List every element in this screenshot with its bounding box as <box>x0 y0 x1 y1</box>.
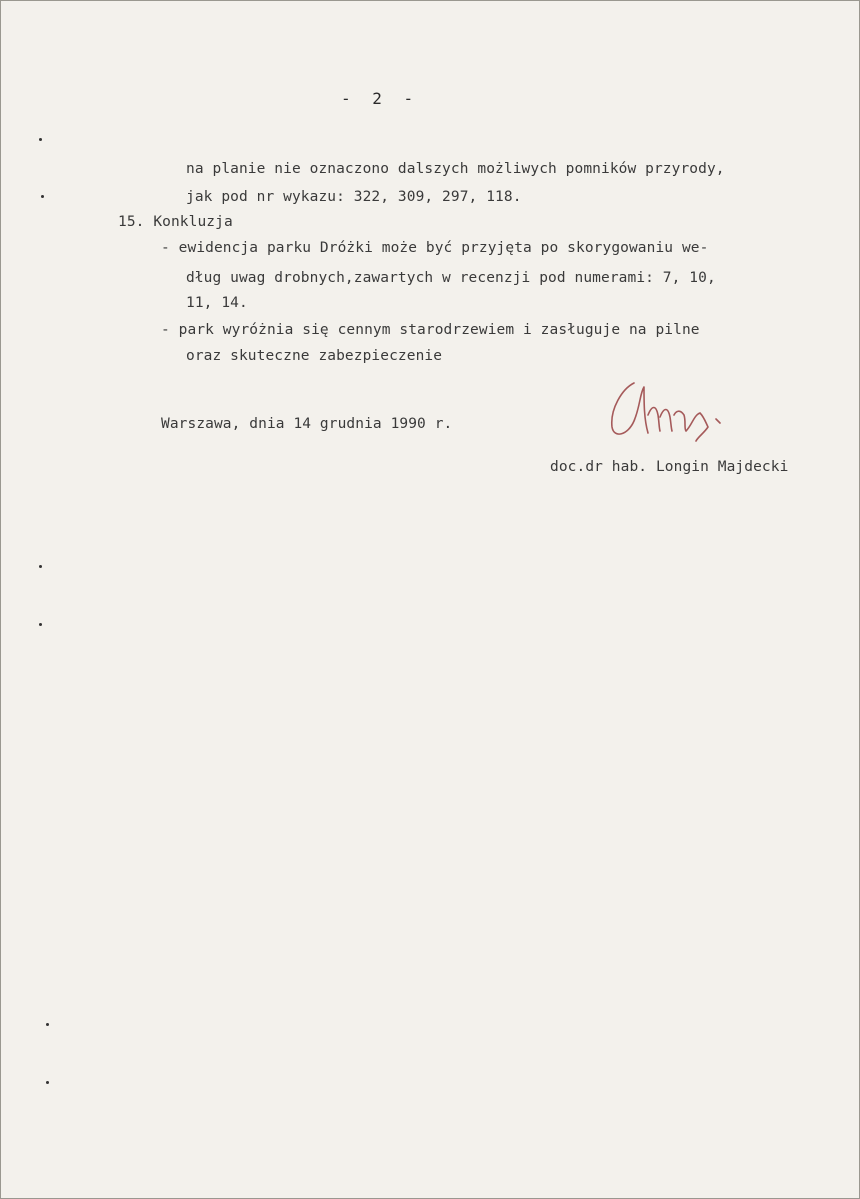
body-line-8: oraz skuteczne zabezpieczenie <box>186 348 443 364</box>
body-line-6: 11, 14. <box>186 295 248 311</box>
body-line-2: jak pod nr wykazu: 322, 309, 297, 118. <box>186 189 522 205</box>
margin-mark <box>46 1081 49 1084</box>
margin-mark <box>46 1023 49 1026</box>
margin-mark <box>39 565 42 568</box>
margin-mark <box>41 195 44 198</box>
body-line-7: - park wyróżnia się cennym starodrzewiem i zasługuje na pilne <box>161 322 700 338</box>
margin-mark <box>39 623 42 626</box>
signatory-name: doc.dr hab. Longin Majdecki <box>550 459 789 475</box>
section-heading: 15. Konkluzja <box>118 214 233 230</box>
margin-mark <box>39 138 42 141</box>
page-number: - 2 - <box>341 89 420 108</box>
place-date: Warszawa, dnia 14 grudnia 1990 r. <box>161 416 453 432</box>
handwritten-signature <box>604 375 774 445</box>
body-line-5: dług uwag drobnych,zawartych w recenzji pod numerami: 7, 10, <box>186 270 716 286</box>
body-line-4: - ewidencja parku Dróżki może być przyjęta po skorygowaniu we- <box>161 240 709 256</box>
body-line-1: na planie nie oznaczono dalszych możliwych pomników przyrody, <box>186 161 725 177</box>
